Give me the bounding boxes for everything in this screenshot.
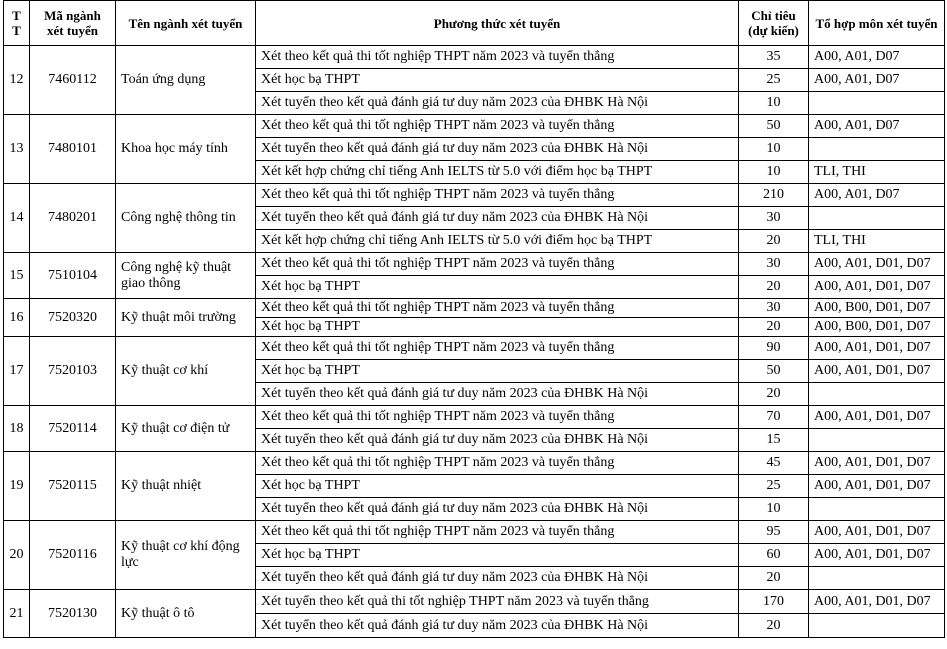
cell-admission-method: Xét học bạ THPT — [256, 318, 739, 337]
cell-subject-combo: A00, B00, D01, D07 — [809, 299, 945, 318]
header-row — [4, 1, 945, 46]
cell-major-code: 7520116 — [30, 521, 116, 590]
header-combo: Tổ hợp môn xét tuyển — [809, 1, 945, 46]
cell-major-name: Công nghệ kỹ thuật giao thông — [116, 253, 256, 299]
cell-admission-method: Xét học bạ THPT — [256, 69, 739, 92]
cell-stt: 18 — [4, 406, 30, 452]
cell-quota: 10 — [739, 161, 809, 184]
cell-admission-method: Xét theo kết quả thi tốt nghiệp THPT năm 2023 và tuyển thẳng — [256, 521, 739, 544]
cell-quota: 210 — [739, 184, 809, 207]
cell-subject-combo — [809, 614, 945, 638]
cell-subject-combo: A00, A01, D07 — [809, 69, 945, 92]
cell-quota: 50 — [739, 115, 809, 138]
cell-admission-method: Xét tuyển theo kết quả đánh giá tư duy năm 2023 của ĐHBK Hà Nội — [256, 138, 739, 161]
cell-admission-method: Xét học bạ THPT — [256, 475, 739, 498]
cell-quota: 25 — [739, 475, 809, 498]
table-row — [4, 184, 945, 207]
cell-subject-combo — [809, 567, 945, 590]
cell-major-name: Kỹ thuật cơ khí — [116, 337, 256, 406]
header-stt — [4, 1, 30, 46]
cell-quota: 90 — [739, 337, 809, 360]
cell-quota: 20 — [739, 567, 809, 590]
table-row — [4, 590, 945, 614]
header-quota-line-1: Chỉ tiêu — [751, 8, 796, 23]
cell-major-code: 7510104 — [30, 253, 116, 299]
cell-admission-method: Xét theo kết quả thi tốt nghiệp THPT năm 2023 và tuyển thẳng — [256, 46, 739, 69]
cell-major-code: 7520114 — [30, 406, 116, 452]
cell-subject-combo — [809, 429, 945, 452]
cell-quota: 10 — [739, 498, 809, 521]
cell-major-code: 7460112 — [30, 46, 116, 115]
table-row — [4, 452, 945, 475]
cell-stt: 14 — [4, 184, 30, 253]
cell-quota: 10 — [739, 92, 809, 115]
cell-admission-method: Xét tuyển theo kết quả đánh giá tư duy năm 2023 của ĐHBK Hà Nội — [256, 92, 739, 115]
cell-stt: 13 — [4, 115, 30, 184]
cell-major-name: Kỹ thuật cơ khí động lực — [116, 521, 256, 590]
cell-quota: 50 — [739, 360, 809, 383]
header-name: Tên ngành xét tuyển — [116, 1, 256, 46]
table-row — [4, 253, 945, 276]
admission-table — [3, 0, 945, 638]
cell-admission-method: Xét theo kết quả thi tốt nghiệp THPT năm 2023 và tuyển thẳng — [256, 337, 739, 360]
table-row — [4, 46, 945, 69]
cell-admission-method: Xét kết hợp chứng chỉ tiếng Anh IELTS từ 5.0 với điểm học bạ THPT — [256, 161, 739, 184]
cell-quota: 45 — [739, 452, 809, 475]
cell-stt: 16 — [4, 299, 30, 337]
table-row — [4, 406, 945, 429]
cell-quota: 35 — [739, 46, 809, 69]
cell-admission-method: Xét theo kết quả thi tốt nghiệp THPT năm 2023 và tuyển thẳng — [256, 299, 739, 318]
cell-subject-combo: A00, A01, D01, D07 — [809, 590, 945, 614]
cell-stt: 19 — [4, 452, 30, 521]
cell-quota: 30 — [739, 207, 809, 230]
header-code-line-1: Mã ngành — [44, 8, 101, 23]
cell-subject-combo: A00, A01, D01, D07 — [809, 521, 945, 544]
header-quota-line-2: (dự kiến) — [748, 23, 799, 38]
cell-subject-combo: TLI, THI — [809, 161, 945, 184]
cell-stt: 12 — [4, 46, 30, 115]
cell-quota: 20 — [739, 614, 809, 638]
cell-subject-combo — [809, 138, 945, 161]
cell-major-name: Toán ứng dụng — [116, 46, 256, 115]
cell-major-code: 7480101 — [30, 115, 116, 184]
cell-quota: 10 — [739, 138, 809, 161]
cell-subject-combo — [809, 498, 945, 521]
cell-quota: 60 — [739, 544, 809, 567]
cell-quota: 25 — [739, 69, 809, 92]
cell-admission-method: Xét theo kết quả thi tốt nghiệp THPT năm 2023 và tuyển thẳng — [256, 452, 739, 475]
cell-stt: 20 — [4, 521, 30, 590]
cell-admission-method: Xét tuyển theo kết quả đánh giá tư duy năm 2023 của ĐHBK Hà Nội — [256, 498, 739, 521]
cell-subject-combo — [809, 92, 945, 115]
cell-admission-method: Xét tuyển theo kết quả đánh giá tư duy năm 2023 của ĐHBK Hà Nội — [256, 429, 739, 452]
cell-major-code: 7520130 — [30, 590, 116, 638]
cell-stt: 17 — [4, 337, 30, 406]
cell-subject-combo: A00, A01, D01, D07 — [809, 360, 945, 383]
header-stt-line-2: T — [12, 23, 21, 38]
header-method: Phương thức xét tuyển — [256, 1, 739, 46]
cell-admission-method: Xét tuyển theo kết quả đánh giá tư duy năm 2023 của ĐHBK Hà Nội — [256, 567, 739, 590]
cell-major-name: Công nghệ thông tin — [116, 184, 256, 253]
cell-major-name: Kỹ thuật ô tô — [116, 590, 256, 638]
cell-admission-method: Xét theo kết quả thi tốt nghiệp THPT năm 2023 và tuyển thẳng — [256, 115, 739, 138]
cell-subject-combo: A00, A01, D01, D07 — [809, 276, 945, 299]
cell-admission-method: Xét tuyển theo kết quả đánh giá tư duy năm 2023 của ĐHBK Hà Nội — [256, 207, 739, 230]
cell-major-code: 7520115 — [30, 452, 116, 521]
cell-quota: 20 — [739, 383, 809, 406]
header-stt-line-1: T — [12, 8, 21, 23]
table-row — [4, 299, 945, 318]
cell-quota: 95 — [739, 521, 809, 544]
cell-admission-method: Xét theo kết quả thi tốt nghiệp THPT năm 2023 và tuyển thẳng — [256, 406, 739, 429]
cell-admission-method: Xét học bạ THPT — [256, 360, 739, 383]
cell-major-name: Khoa học máy tính — [116, 115, 256, 184]
cell-quota: 20 — [739, 276, 809, 299]
cell-admission-method: Xét tuyển theo kết quả thi tốt nghiệp THPT năm 2023 và tuyển thẳng — [256, 590, 739, 614]
cell-stt: 15 — [4, 253, 30, 299]
cell-subject-combo: A00, B00, D01, D07 — [809, 318, 945, 337]
cell-subject-combo: A00, A01, D07 — [809, 115, 945, 138]
cell-quota: 20 — [739, 230, 809, 253]
table-row — [4, 337, 945, 360]
cell-major-code: 7480201 — [30, 184, 116, 253]
cell-subject-combo: A00, A01, D01, D07 — [809, 475, 945, 498]
cell-major-name: Kỹ thuật cơ điện tử — [116, 406, 256, 452]
cell-admission-method: Xét tuyển theo kết quả đánh giá tư duy năm 2023 của ĐHBK Hà Nội — [256, 614, 739, 638]
header-code-line-2: xét tuyển — [47, 23, 98, 38]
cell-subject-combo: TLI, THI — [809, 230, 945, 253]
cell-major-code: 7520320 — [30, 299, 116, 337]
cell-admission-method: Xét theo kết quả thi tốt nghiệp THPT năm 2023 và tuyển thẳng — [256, 253, 739, 276]
cell-quota: 20 — [739, 318, 809, 337]
table-row — [4, 521, 945, 544]
cell-admission-method: Xét theo kết quả thi tốt nghiệp THPT năm 2023 và tuyển thẳng — [256, 184, 739, 207]
cell-subject-combo: A00, A01, D01, D07 — [809, 452, 945, 475]
cell-subject-combo — [809, 207, 945, 230]
cell-quota: 30 — [739, 253, 809, 276]
cell-subject-combo: A00, A01, D07 — [809, 46, 945, 69]
cell-subject-combo — [809, 383, 945, 406]
cell-major-code: 7520103 — [30, 337, 116, 406]
cell-major-name: Kỹ thuật môi trường — [116, 299, 256, 337]
cell-subject-combo: A00, A01, D01, D07 — [809, 253, 945, 276]
cell-subject-combo: A00, A01, D01, D07 — [809, 544, 945, 567]
cell-admission-method: Xét học bạ THPT — [256, 544, 739, 567]
cell-quota: 70 — [739, 406, 809, 429]
table-row — [4, 115, 945, 138]
cell-quota: 15 — [739, 429, 809, 452]
cell-stt: 21 — [4, 590, 30, 638]
table-body — [4, 46, 945, 638]
cell-quota: 30 — [739, 299, 809, 318]
cell-quota: 170 — [739, 590, 809, 614]
cell-subject-combo: A00, A01, D07 — [809, 184, 945, 207]
cell-major-name: Kỹ thuật nhiệt — [116, 452, 256, 521]
cell-subject-combo: A00, A01, D01, D07 — [809, 337, 945, 360]
cell-admission-method: Xét tuyển theo kết quả đánh giá tư duy năm 2023 của ĐHBK Hà Nội — [256, 383, 739, 406]
header-code — [30, 1, 116, 46]
cell-admission-method: Xét học bạ THPT — [256, 276, 739, 299]
header-quota — [739, 1, 809, 46]
cell-subject-combo: A00, A01, D01, D07 — [809, 406, 945, 429]
cell-admission-method: Xét kết hợp chứng chỉ tiếng Anh IELTS từ 5.0 với điểm học bạ THPT — [256, 230, 739, 253]
